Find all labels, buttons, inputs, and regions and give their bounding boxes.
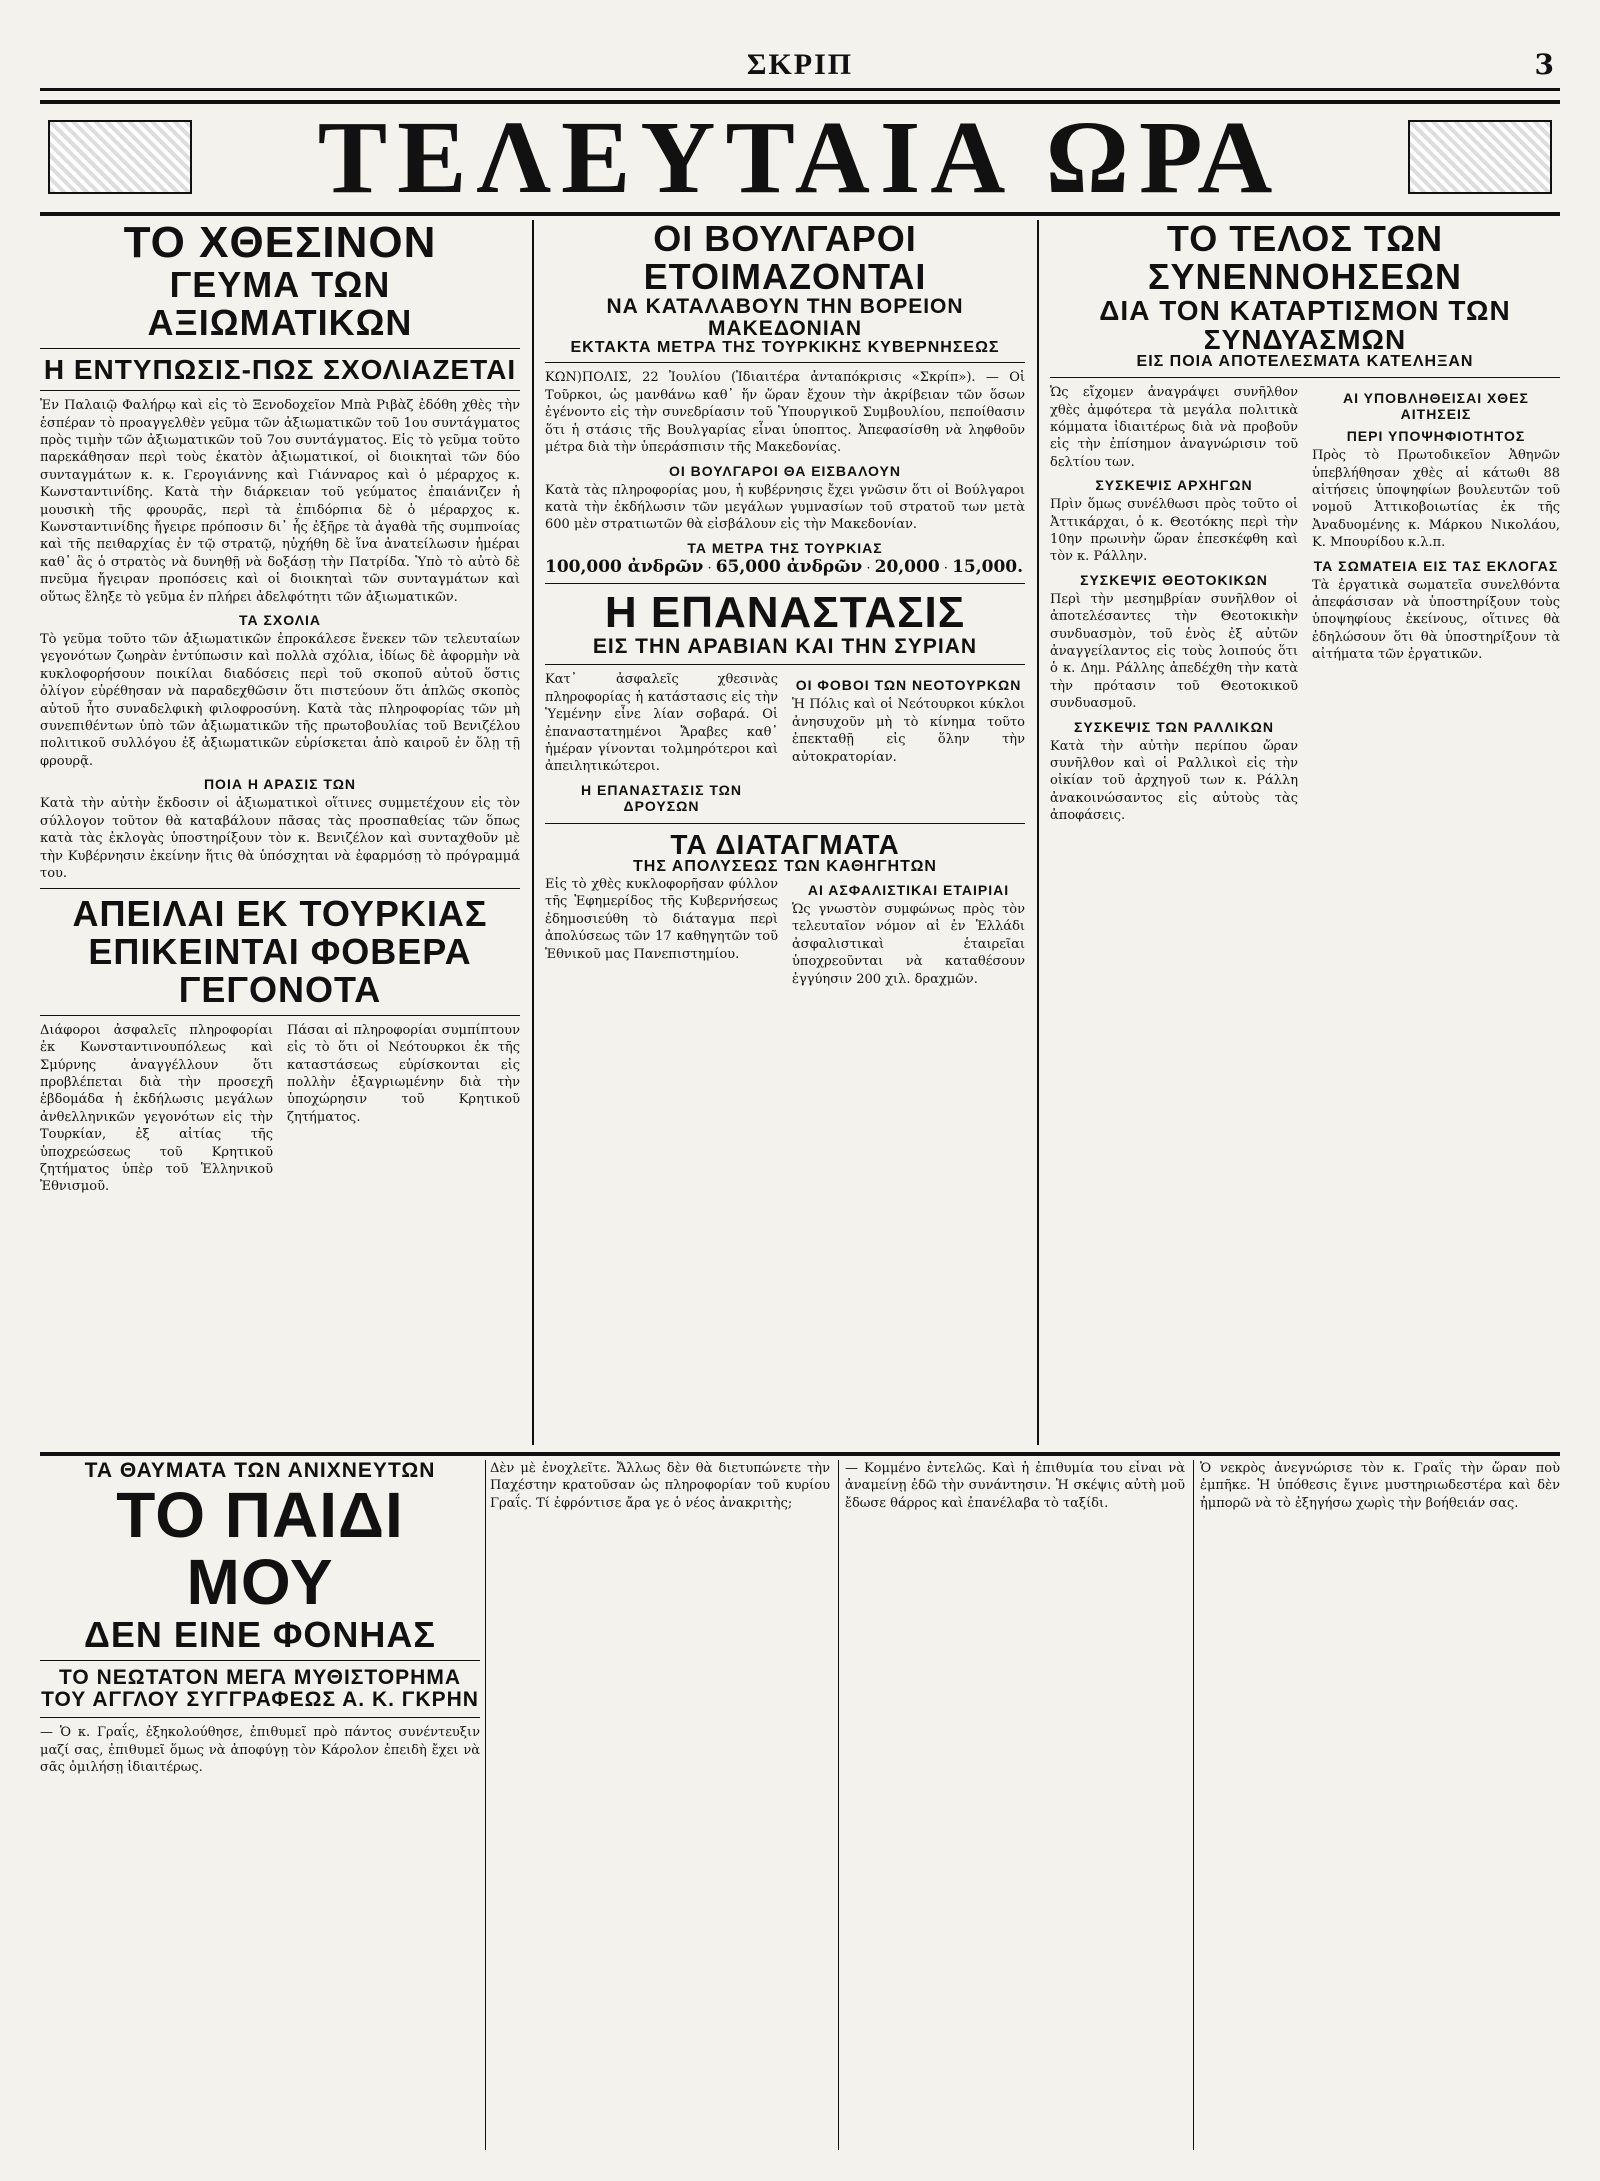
headline: ΤΟ ΤΕΛΟΣ ΤΩΝ ΣΥΝΕΝΝΟΗΣΕΩΝ	[1147, 220, 1463, 297]
serial-author: ΤΟΥ ΑΓΓΛΟΥ ΣΥΓΓΡΑΦΕΩΣ Α. Κ. ΓΚΡΗΝ	[41, 1688, 479, 1712]
divider	[40, 1717, 480, 1718]
article-text: ΚΩΝ)ΠΟΛΙΣ, 22 Ἰουλίου (Ἰδιαιτέρα ἀνταπόκρισις «Σκρίπ»). — Οἱ Τοῦρκοι, ὡς μανθάνω καθ᾽ ἥν ὥραν ἔχουν τὴν ἀκρίβειαν τῶν ὅσων ἐγένοντο εἰς τὴν συνεδρίασιν τοῦ Ὑπουργικοῦ Συμβουλίου, πεποίθασιν ὅτι ἡ στάσις τῆς Βουλγαρίας εἶναι ὑποπτος. Ἀπεφασίσθη νὰ ληφθοῦν μέτρα διὰ τὴν ὑπεράσπισιν τῆς Μακεδονίας.	[545, 370, 1025, 456]
headline: ΤΟ ΧΘΕΣΙΝΟΝ	[123, 220, 437, 267]
serial-text: — Ὁ κ. Γραΐς, ἐξηκολούθησε, ἐπιθυμεῖ πρὸ πάντος συνέντευξιν μαζί σας, ἐπιθυμεῖ ὅμως νὰ ἀποφύγῃ τὸν Κάρολον ἐπειδὴ ἔχει νὰ σᾶς ὁμιλήσῃ ἰδιαιτέρως.	[40, 1725, 480, 1776]
divider	[545, 664, 1025, 665]
masthead-title: ΤΕΛΕΥΤΑΙΑ ΩΡΑ	[317, 100, 1283, 215]
divider	[545, 362, 1025, 363]
article-text: 100,000 ἀνδρῶν · 65,000 ἀνδρῶν · 20,000 · 15,000.	[545, 556, 1024, 577]
article-text: Κατὰ τὴν αὐτὴν περίπου ὥραν συνῆλθον καὶ οἱ Ραλλικοὶ εἰς τὴν οἰκίαν τοῦ ἀρχηγοῦ των κ. Ράλλη ἀνακοινώσαντος εἰς αὐτοὺς τὰς ἀποφάσεις.	[1050, 738, 1298, 824]
divider	[545, 583, 1025, 584]
section-heading: ΠΕΡΙ ΥΠΟΨΗΦΙΟΤΗΤΟΣ	[1346, 428, 1526, 445]
section-heading: ΤΑ ΜΕΤΡΑ ΤΗΣ ΤΟΥΡΚΙΑΣ	[687, 539, 883, 556]
column-elections	[1050, 220, 1560, 1445]
column-divider	[485, 1460, 486, 2150]
headline: ΓΕΥΜΑ ΤΩΝ ΑΞΙΩΜΑΤΙΚΩΝ	[147, 264, 413, 343]
serial-kicker: ΤΑ ΘΑΥΜΑΤΑ ΤΩΝ ΑΝΙΧΝΕΥΤΩΝ	[84, 1460, 436, 1482]
divider	[545, 823, 1025, 824]
article-text: Ἡ Πόλις καὶ οἱ Νεότουρκοι κύκλοι ἀνησυχοῦν μὴ τὸ κίνημα τοῦτο ἐπεκταθῇ εἰς ὅλην τὴν αὐτοκρατορίαν.	[792, 697, 1025, 765]
article-text: Ὡς γνωστὸν συμφώνως πρὸς τὸν τελευταῖον νόμον αἱ ἐν Ἑλλάδι ἀσφαλιστικαὶ ἑταιρεῖαι ὑποχρεοῦνται νὰ καταθέσουν ἐγγύησιν 200 χιλ. δραχμῶν.	[792, 902, 1025, 987]
divider	[40, 888, 520, 889]
headline: ΝΑ ΚΑΤΑΛΑΒΟΥΝ ΤΗΝ ΒΟΡΕΙΟΝ ΜΑΚΕΔΟΝΙΑΝ	[606, 294, 964, 340]
section-heading: ΑΙ ΥΠΟΒΛΗΘΕΙΣΑΙ ΧΘΕΣ ΑΙΤΗΣΕΙΣ	[1343, 390, 1529, 423]
article-text: Κατὰ τὴν αὐτὴν ἔκδοσιν οἱ ἀξιωματικοὶ οἵτινες συμμετέχουν εἰς τὸν σύλλογον τοῦτον θὰ καταβάλουν πᾶσας τὰς προσπαθείας τῶν ὅπως κατὰ τὰς ἐκλογὰς ὑποστηρίξουν τὸν κ. Βενιζέλον καὶ συνταχθοῦν μὲ τὴν Κυβέρνησιν ἐκείνην ἥτις θὰ ὑπόσχηται νὰ ἐφαρμόσῃ τὸ πρόγραμμά του.	[40, 796, 520, 881]
subheadline: ΕΙΣ ΤΗΝ ΑΡΑΒΙΑΝ ΚΑΙ ΤΗΝ ΣΥΡΙΑΝ	[592, 635, 978, 659]
ornament-right-icon	[1408, 120, 1552, 194]
article-text: Ἐν Παλαιῷ Φαλήρῳ καὶ εἰς τὸ Ξενοδοχεῖον Μπὰ Ριβὰζ ἐδόθη χθὲς τὴν ἑσπέραν τὸ προαγγελθὲν γεῦμα τῶν ἀξιωματικῶν τοῦ 1ου συντάγματος πρὸς τιμὴν τῶν ἀξιωματικῶν τοῦ 7ου συντάγματος. Εἰς τὸ γεῦμα τοῦτο παρεκάθησαν περὶ τοὺς ἑκατὸν ἀξιωματικοί, οἱ διοικηταὶ τῶν δύο συνταγμάτων κ. κ. Γερογιάννης καὶ Γιάνναρος καὶ ὁ μέραρχος κ. Κωνσταντινίδης. Κατὰ τὴν διάρκειαν τοῦ γεύματος ἐπαιάνιζεν ἡ μουσικὴ τῆς φρουρᾶς, περὶ τὰ ἐπιδόρπια δὲ ὁ μέραρχος κ. Κωνσταντινίδης ἤγειρε πρόποσιν δι᾽ ἧς ἐξῆρε τὰ ἀγαθὰ τῆς συμπνοίας καὶ τῆς πειθαρχίας ἐν τῷ στρατῷ, ηὐχήθη δὲ ἵνα ἀνατείλωσιν ἡμέραι καθ᾽ ἃς ὁ στρατὸς νὰ δυνηθῇ νὰ δοξάσῃ τὴν Πατρίδα. Ὑπὸ τὸ αὐτὸ δὲ πνεῦμα ἤγειραν προπόσεις καὶ οἱ διοικηταὶ τῶν συνταγμάτων καὶ οὕτως ἔληξε τὸ γεῦμα ἐν πλήρει ἀδελφότητι τῶν ἀξιωματικῶν.	[40, 398, 520, 605]
headline: ΟΙ ΒΟΥΛΓΑΡΟΙ ΕΤΟΙΜΑΖΟΝΤΑΙ	[643, 220, 927, 297]
divider	[40, 390, 520, 391]
subheadline: ΤΗΣ ΑΠΟΛΥΣΕΩΣ ΤΩΝ ΚΑΘΗΓΗΤΩΝ	[633, 858, 937, 876]
article-text: Κατ᾽ ἀσφαλεῖς χθεσινὰς πληροφορίας ἡ κατάστασις εἰς τὴν Ὑεμένην εἶνε λίαν σοβαρά. Οἱ ἐπαναστατημένοι Ἄραβες καθ᾽ ἡμέραν γίνονται τολμηρότεροι καὶ ἀπειλητικώτεροι.	[545, 672, 778, 775]
column-divider	[838, 1460, 839, 2150]
serial-column	[845, 1460, 1185, 2150]
masthead	[40, 100, 1560, 216]
headline: ΑΠΕΙΛΑΙ ΕΚ ΤΟΥΡΚΙΑΣ	[72, 893, 488, 935]
article-text: Τὸ γεῦμα τοῦτο τῶν ἀξιωματικῶν ἐπροκάλεσε ἔνεκεν τῶν τελευταίων γεγονότων ζωηρὰν ἐντύπωσιν καὶ πολλὰ σχόλια, ἰδίως δὲ ἀφορμὴν νὰ κυκλοφορήσουν ποικίλαι διαδόσεις περὶ τοῦ σκοποῦ αὐτοῦ ὅστις ὀλίγον εὑρέθησαν νὰ παραδεχθῶσιν ὅτι πιστεύουν ὅτι ἁπλῶς σκοπὸς αὐτοῦ ἦτο συναδελφικὴ φιλοφροσύνη. Κατὰ τὰς πληροφορίας τῶν μὴ συνεπιθέντων ὑπὸ τῶν ἀξιωματικῶν τῆς πρωτοβουλίας τοῦ Βενιζέλου πολιτικοῦ συλλόγου ἐξ ἀξιωματικῶν εὑρίσκεται ἀπὸ καιροῦ ἐν ὅλῃ τῇ φρουρᾷ.	[40, 632, 520, 769]
article-text: Πάσαι αἱ πληροφορίαι συμπίπτουν εἰς τὸ ὅτι οἱ Νεότουρκοι ἐκ τῆς καταστάσεως εὑρίσκονται εἰς πολλὴν ἐξαγριωμένην διὰ τὴν ὑποχώρησιν τοῦ Κρητικοῦ ζητήματος.	[287, 1022, 520, 1125]
serial-title: ΤΟ ΠΑΙΔΙ ΜΟΥ	[116, 1479, 404, 1619]
article-text: Τὰ ἐργατικὰ σωματεῖα συνελθόντα ἀπεφάσισαν νὰ ὑποστηρίξουν τοὺς ὑποψηφίους ἐκείνους, οἵτινες θὰ ἐδηλώσουν ὅτι θὰ ὑποστηρίξουν τὰ αἰτήματα τῶν ἐργατικῶν.	[1312, 577, 1560, 663]
figure-stat: 65,000 ἀνδρῶν	[715, 556, 863, 577]
serial-header	[40, 1460, 480, 2150]
article-text: Διάφοροι ἀσφαλεῖς πληροφορίαι ἐκ Κωνσταντινουπόλεως καὶ Σμύρνης ἀναγγέλλουν ὅτι προβλέπεται διὰ τὴν προσεχῆ ἑβδομάδα ἡ ἐκδήλωσις μεγάλων ἀνθελληνικῶν γεγονότων εἰς τὴν Τουρκίαν, ἐξ αἰτίας τῆς ὑποχρεώσεως τοῦ Κρητικοῦ ζητήματος ὑπὲρ τοῦ Ἑλληνικοῦ Ἐθνισμοῦ.	[40, 1022, 273, 1195]
section-heading: ΟΙ ΦΟΒΟΙ ΤΩΝ ΝΕΟΤΟΥΡΚΩΝ	[795, 677, 1022, 694]
article-text: Ὡς εἴχομεν ἀναγράψει συνῆλθον χθὲς ἀμφότερα τὰ μεγάλα πολιτικὰ κόμματα ἰδιαιτέρως διὰ νὰ προβοῦν εἰς τὴν ἐπίσημον ἀναγνώρισιν τοῦ δελτίου των.	[1050, 385, 1298, 470]
section-heading: ΣΥΣΚΕΨΙΣ ΑΡΧΗΓΩΝ	[1095, 477, 1253, 494]
section-heading: ΟΙ ΒΟΥΛΓΑΡΟΙ ΘΑ ΕΙΣΒΑΛΟΥΝ	[669, 462, 901, 479]
article-text: Πρὸς τὸ Πρωτοδικεῖον Ἀθηνῶν ὑπεβλήθησαν χθὲς αἱ κάτωθι 88 αἰτήσεις ὑποψηφίων βουλευτῶν τοῦ νομοῦ Ἀττικοβοιωτίας ἐκ τῆς Ἀναδυομένης κ. Μάρκου Νικολάου, Κ. Μπουρίδου κ.λ.π.	[1312, 448, 1560, 551]
column-bulgarians	[545, 220, 1025, 1445]
subheadline: ΕΚΤΑΚΤΑ ΜΕΤΡΑ ΤΗΣ ΤΟΥΡΚΙΚΗΣ ΚΥΒΕΡΝΗΣΕΩΣ	[570, 338, 1000, 356]
serial-column	[490, 1460, 830, 2150]
section-heading: ΤΑ ΣΩΜΑΤΕΙΑ ΕΙΣ ΤΑΣ ΕΚΛΟΓΑΣ	[1313, 557, 1559, 574]
divider	[40, 1015, 520, 1016]
divider	[40, 1660, 480, 1661]
serial-text: — Κομμένο ἐντελῶς. Καὶ ἡ ἐπιθυμία του εἶναι νὰ ἀναμείνῃ ἐδῶ τὴν συνάντησιν. Ἡ σκέψις αὐτὴ μοῦ ἔδωσε θάρρος καὶ ἐπανέλαβα τὸ ταξίδι.	[845, 1461, 1185, 1511]
headline: ΤΑ ΔΙΑΤΑΓΜΑΤΑ	[670, 828, 900, 860]
page-number: 3	[1534, 48, 1554, 81]
article-text: Περὶ τὴν μεσημβρίαν συνῆλθον οἱ ἀποτελέσαντες τὴν Θεοτοκικὴν συνδυασμὸν, τοῦ ἑνὸς ἐξ αὐτῶν ἀναγγείλαντος εἰς τοὺς λοιπούς ὅτι ὁ κ. Δημ. Ράλλης ἀπεδέχθη τὴν κατὰ τὴν πρότασιν τοῦ Θεοτοκικοῦ συνδυασμοῦ.	[1050, 591, 1298, 712]
serial-title-2: ΔΕΝ ΕΙΝΕ ΦΟΝΗΑΣ	[83, 1614, 437, 1656]
section-divider	[40, 1452, 1560, 1456]
column-divider	[1193, 1460, 1194, 2150]
section-heading: ΣΥΣΚΕΨΙΣ ΘΕΟΤΟΚΙΚΩΝ	[1080, 571, 1268, 588]
column-officers-dinner	[40, 220, 520, 1445]
figure-stat: 100,000 ἀνδρῶν	[545, 556, 704, 577]
subheadline: ΕΙΣ ΠΟΙΑ ΑΠΟΤΕΛΕΣΜΑΤΑ ΚΑΤΕΛΗΞΑΝ	[1136, 353, 1474, 371]
section-heading: ΠΟΙΑ Η ΑΡΑΣΙΣ ΤΩΝ	[203, 776, 357, 793]
divider	[40, 348, 520, 349]
divider	[1050, 377, 1560, 378]
ornament-left-icon	[48, 120, 192, 194]
section-heading: ΑΙ ΑΣΦΑΛΙΣΤΙΚΑΙ ΕΤΑΙΡΙΑΙ	[807, 882, 1010, 898]
serial-column	[1200, 1460, 1560, 2150]
running-header	[40, 48, 1560, 91]
article-text: Κατὰ τὰς πληροφορίας μου, ἡ κυβέρνησις ἔχει γνῶσιν ὅτι οἱ Βούλγαροι κατὰ τὴν ἐκδήλωσιν τῶν μεγάλων γυμνασίων τοῦ στρατοῦ των μετὰ 600 μὲν στρατιωτῶν θὰ εἰσβάλουν εἰς τὴν Μακεδονίαν.	[545, 482, 1025, 533]
column-divider	[1037, 220, 1039, 1445]
headline: ΔΙΑ ΤΟΝ ΚΑΤΑΡΤΙΣΜΟΝ ΤΩΝ ΣΥΝΔΥΑΣΜΩΝ	[1099, 294, 1511, 355]
serial-text: Δὲν μὲ ἐνοχλεῖτε. Ἄλλως δὲν θὰ διετυπώνετε τὴν Παχέστην κρατοῦσαν ὡς πληροφορίαν τοῦ κυρίου Γραΐς. Τί ἐφρόντισε ἄρα γε ὁ νέος ἀνακριτὴς;	[490, 1461, 830, 1511]
section-heading: ΣΥΣΚΕΨΙΣ ΤΩΝ ΡΑΛΛΙΚΩΝ	[1073, 718, 1275, 735]
figure-stat: 15,000.	[952, 556, 1024, 577]
article-text: Εἰς τὸ χθὲς κυκλοφορῆσαν φύλλον τῆς Ἐφημερίδος τῆς Κυβερνήσεως ἐδημοσιεύθη τὸ διάταγμα περὶ ἀπολύσεως τῶν 17 καθηγητῶν τοῦ Ἐθνικοῦ μας Πανεπιστημίου.	[545, 877, 778, 962]
headline: ΕΠΙΚΕΙΝΤΑΙ ΦΟΒΕΡΑ ΓΕΓΟΝΟΤΑ	[88, 931, 472, 1010]
paper-name: ΣΚΡΙΠ	[746, 48, 854, 81]
figure-stat: 20,000	[874, 556, 940, 577]
column-divider	[532, 220, 534, 1445]
serial-subtitle: ΤΟ ΝΕΩΤΑΤΟΝ ΜΕΓΑ ΜΥΘΙΣΤΟΡΗΜΑ	[58, 1666, 462, 1690]
subheadline: Η ΕΝΤΥΠΩΣΙΣ-ΠΩΣ ΣΧΟΛΙΑΖΕΤΑΙ	[43, 353, 517, 385]
headline: Η ΕΠΑΝΑΣΤΑΣΙΣ	[604, 588, 966, 638]
section-heading: Η ΕΠΑΝΑΣΤΑΣΙΣ ΤΩΝ ΔΡΟΥΣΩΝ	[580, 781, 743, 814]
section-heading: ΤΑ ΣΧΟΛΙΑ	[238, 612, 322, 629]
article-text: Πρὶν ὅμως συνέλθωσι πρὸς τοῦτο οἱ Ἀττικάρχαι, ὁ κ. Θεοτόκης περὶ τὴν 10ην πρωινὴν ὥραν ἐπεσκέφθη καὶ τὸν κ. Ράλλην.	[1050, 497, 1298, 565]
serial-text: Ὁ νεκρὸς ἀνεγνώρισε τὸν κ. Γραΐς τὴν ὥραν ποὺ ἐμπῆκε. Ἡ ὑπόθεσις ἔγινε μυστηριωδεστέρα καὶ δὲν ἠμπορῶ νὰ τὸ ἐξηγήσω χωρὶς τὴν βοήθειάν σας.	[1200, 1461, 1560, 1511]
